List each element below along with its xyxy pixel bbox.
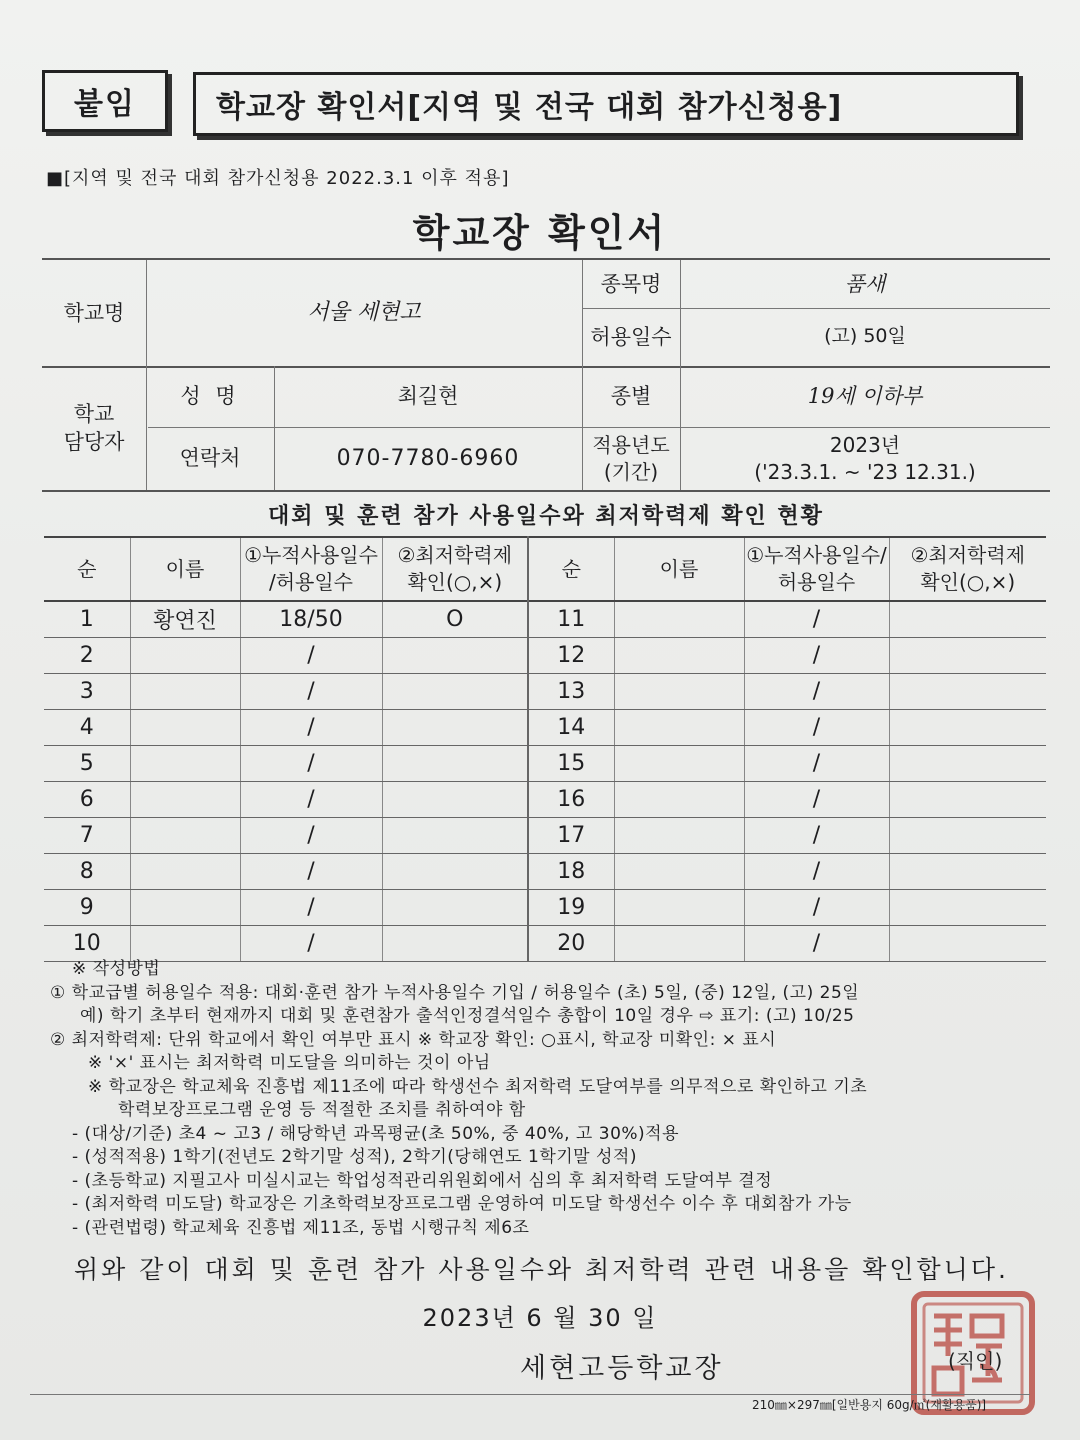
row-name-left bbox=[130, 854, 240, 890]
col-days-left: ①누적사용일수 /허용일수 bbox=[240, 537, 382, 601]
note-2: ② 최저학력제: 단위 학교에서 확인 여부만 표시 ※ 학교장 확인: ○표시, 학교장 미확인: × 표시 bbox=[50, 1029, 777, 1050]
row-no-right: 19 bbox=[528, 890, 614, 926]
col-no-left: 순 bbox=[44, 537, 130, 601]
row-days-left: / bbox=[240, 638, 382, 674]
applicable-year-label-2: (기간) bbox=[603, 459, 659, 484]
row-no-left: 6 bbox=[44, 782, 130, 818]
row-name-right bbox=[614, 601, 744, 638]
row-check-right bbox=[889, 854, 1046, 890]
school-name-label: 학교명 bbox=[63, 300, 125, 325]
row-no-right: 14 bbox=[528, 710, 614, 746]
note-2-a: ※ '×' 표시는 최저학력 미도달을 의미하는 것이 아님 bbox=[88, 1053, 491, 1073]
row-name-left bbox=[130, 782, 240, 818]
row-days-right: / bbox=[744, 746, 889, 782]
table-row bbox=[44, 638, 1046, 674]
row-no-right: 11 bbox=[528, 601, 614, 638]
row-days-right: / bbox=[744, 782, 889, 818]
table-header-row bbox=[44, 537, 1046, 601]
row-days-left: / bbox=[240, 854, 382, 890]
row-no-right: 17 bbox=[528, 818, 614, 854]
row-no-left: 4 bbox=[44, 710, 130, 746]
footer-divider bbox=[30, 1394, 1030, 1395]
year-value: 2023년 bbox=[829, 432, 901, 457]
table-row bbox=[44, 782, 1046, 818]
row-check-right bbox=[889, 638, 1046, 674]
note-2-b: ※ 학교장은 학교체육 진흥법 제11조에 따라 학생선수 최저학력 도달여부를 의무적으로 확인하고 기초 bbox=[88, 1076, 868, 1097]
row-name-left bbox=[130, 638, 240, 674]
note-2-b2: 학력보장프로그램 운영 등 적절한 조치를 취하여야 함 bbox=[118, 1100, 526, 1120]
table-row bbox=[44, 710, 1046, 746]
row-no-left: 10 bbox=[44, 926, 130, 962]
applicable-year-value bbox=[680, 427, 1050, 490]
header-title: 학교장 확인서[지역 및 전국 대회 참가신청용] bbox=[193, 72, 1019, 136]
row-name-right bbox=[614, 818, 744, 854]
row-check-right bbox=[889, 710, 1046, 746]
confirmation-statement: 위와 같이 대회 및 훈련 참가 사용일수와 최저학력 관련 내용을 확인합니다. bbox=[74, 1255, 1009, 1284]
col-check-right: ②최저학력제 확인(○,×) bbox=[889, 537, 1046, 601]
person-name-value: 최길현 bbox=[397, 384, 459, 409]
attachment-tag: 붙임 bbox=[42, 70, 168, 132]
row-days-left: / bbox=[240, 818, 382, 854]
principal-name: 세현고등학교장 bbox=[520, 1353, 724, 1384]
row-name-right bbox=[614, 638, 744, 674]
row-name-right bbox=[614, 710, 744, 746]
instructions bbox=[50, 958, 1050, 1240]
applicable-year-label-1: 적용년도 bbox=[592, 432, 670, 457]
row-check-right bbox=[889, 746, 1046, 782]
row-no-right: 13 bbox=[528, 674, 614, 710]
row-days-left: / bbox=[240, 782, 382, 818]
row-check-left bbox=[382, 746, 528, 782]
row-no-right: 12 bbox=[528, 638, 614, 674]
table-row bbox=[44, 890, 1046, 926]
row-no-left: 5 bbox=[44, 746, 130, 782]
issue-date: 2023년 6 월 30 일 bbox=[422, 1304, 658, 1332]
row-name-left: 황연진 bbox=[130, 601, 240, 638]
row-check-left bbox=[382, 638, 528, 674]
row-days-left: / bbox=[240, 746, 382, 782]
col-check-left: ②최저학력제 확인(○,×) bbox=[382, 537, 528, 601]
applicability-note: ■[지역 및 전국 대회 참가신청용 2022.3.1 이후 적용] bbox=[46, 168, 510, 189]
detail-3: - (초등학교) 지필고사 미실시교는 학업성적관리위원회에서 심의 후 최저학력 도달여부 결정 bbox=[72, 1170, 773, 1191]
category-label: 종별 bbox=[610, 384, 652, 409]
row-name-left bbox=[130, 818, 240, 854]
row-no-right: 20 bbox=[528, 926, 614, 962]
row-days-right: / bbox=[744, 854, 889, 890]
detail-4: - (최저학력 미도달) 학교장은 기초학력보장프로그램 운영하여 미도달 학생선수 이수 후 대회참가 가능 bbox=[72, 1194, 852, 1214]
row-days-left: 18/50 bbox=[240, 601, 382, 638]
row-no-left: 2 bbox=[44, 638, 130, 674]
row-check-left bbox=[382, 782, 528, 818]
row-check-right bbox=[889, 926, 1046, 962]
table-row bbox=[44, 674, 1046, 710]
row-check-left bbox=[382, 854, 528, 890]
row-no-right: 16 bbox=[528, 782, 614, 818]
school-name-value: 서울 세현고 bbox=[307, 300, 421, 326]
school-info-table bbox=[42, 258, 1050, 492]
table-row bbox=[44, 926, 1046, 962]
row-no-left: 3 bbox=[44, 674, 130, 710]
note-1: ① 학교급별 허용일수 적용: 대회·훈련 참가 누적사용일수 기입 / 허용일수 (초) 5일, (중) 12일, (고) 25일 bbox=[50, 982, 860, 1003]
allowed-days-value: (고) 50일 bbox=[824, 325, 906, 348]
applicable-year-label bbox=[582, 427, 680, 490]
participants-table bbox=[44, 536, 1046, 962]
paper-spec: 210㎜×297㎜[일반용지 60g/㎡(재활용품)] bbox=[752, 1398, 987, 1412]
row-days-right: / bbox=[744, 818, 889, 854]
row-no-left: 7 bbox=[44, 818, 130, 854]
detail-1: - (대상/기준) 초4 ~ 고3 / 해당학년 과목평균(초 50%, 중 40%, 고 30%)적용 bbox=[72, 1123, 680, 1144]
event-label: 종목명 bbox=[600, 271, 662, 296]
row-days-right: / bbox=[744, 890, 889, 926]
col-name-right: 이름 bbox=[614, 537, 744, 601]
seal-mark: (직인) bbox=[948, 1349, 1003, 1373]
note-1-example: 예) 학기 초부터 현재까지 대회 및 훈련참가 출석인정결석일수 총합이 10일 경우 ⇨ 표기: (고) 10/25 bbox=[80, 1006, 855, 1026]
row-days-right: / bbox=[744, 674, 889, 710]
row-days-right: / bbox=[744, 638, 889, 674]
period-value: ('23.3.1. ~ '23 12.31.) bbox=[754, 459, 976, 484]
detail-5: - (관련법령) 학교체육 진흥법 제11조, 동법 시행규칙 제6조 bbox=[72, 1217, 530, 1238]
row-days-right: / bbox=[744, 710, 889, 746]
contact-person-label bbox=[42, 366, 146, 490]
table-row bbox=[44, 854, 1046, 890]
row-days-right: / bbox=[744, 926, 889, 962]
phone-value: 070-7780-6960 bbox=[336, 445, 520, 471]
table-row bbox=[44, 818, 1046, 854]
row-check-left bbox=[382, 926, 528, 962]
document-title: 학교장 확인서 bbox=[412, 211, 668, 255]
row-check-right bbox=[889, 818, 1046, 854]
row-name-right bbox=[614, 890, 744, 926]
row-name-right bbox=[614, 746, 744, 782]
row-check-left: O bbox=[382, 601, 528, 638]
row-no-left: 9 bbox=[44, 890, 130, 926]
notes-heading: ※ 작성방법 bbox=[72, 959, 161, 979]
contact-person-label-1: 학교 bbox=[73, 401, 115, 426]
row-check-left bbox=[382, 818, 528, 854]
row-days-left: / bbox=[240, 710, 382, 746]
contact-person-label-2: 담당자 bbox=[63, 430, 125, 454]
row-check-left bbox=[382, 674, 528, 710]
row-days-left: / bbox=[240, 926, 382, 962]
row-name-left bbox=[130, 746, 240, 782]
person-name-label: 성 명 bbox=[180, 384, 240, 409]
row-name-left bbox=[130, 926, 240, 962]
event-value: 품새 bbox=[844, 271, 886, 296]
row-check-left bbox=[382, 890, 528, 926]
row-no-left: 1 bbox=[44, 601, 130, 638]
col-no-right: 순 bbox=[528, 537, 614, 601]
table-row bbox=[44, 601, 1046, 638]
row-check-right bbox=[889, 782, 1046, 818]
row-name-right bbox=[614, 854, 744, 890]
row-check-right bbox=[889, 601, 1046, 638]
row-no-right: 15 bbox=[528, 746, 614, 782]
row-name-left bbox=[130, 710, 240, 746]
row-name-left bbox=[130, 890, 240, 926]
col-name-left: 이름 bbox=[130, 537, 240, 601]
row-days-left: / bbox=[240, 674, 382, 710]
row-name-right bbox=[614, 926, 744, 962]
category-value: 19세 이하부 bbox=[807, 384, 923, 409]
col-days-right: ①누적사용일수/ 허용일수 bbox=[744, 537, 889, 601]
row-check-right bbox=[889, 674, 1046, 710]
row-days-left: / bbox=[240, 890, 382, 926]
allowed-days-label: 허용일수 bbox=[590, 324, 672, 349]
row-name-right bbox=[614, 674, 744, 710]
row-no-left: 8 bbox=[44, 854, 130, 890]
row-name-left bbox=[130, 674, 240, 710]
row-no-right: 18 bbox=[528, 854, 614, 890]
phone-label: 연락처 bbox=[179, 446, 241, 471]
row-days-right: / bbox=[744, 601, 889, 638]
row-name-right bbox=[614, 782, 744, 818]
row-check-right bbox=[889, 890, 1046, 926]
row-check-left bbox=[382, 710, 528, 746]
section-title: 대회 및 훈련 참가 사용일수와 최저학력제 확인 현황 bbox=[268, 503, 824, 529]
detail-2: - (성적적용) 1학기(전년도 2학기말 성적), 2학기(당해연도 1학기말 성적) bbox=[72, 1147, 637, 1167]
table-row bbox=[44, 746, 1046, 782]
